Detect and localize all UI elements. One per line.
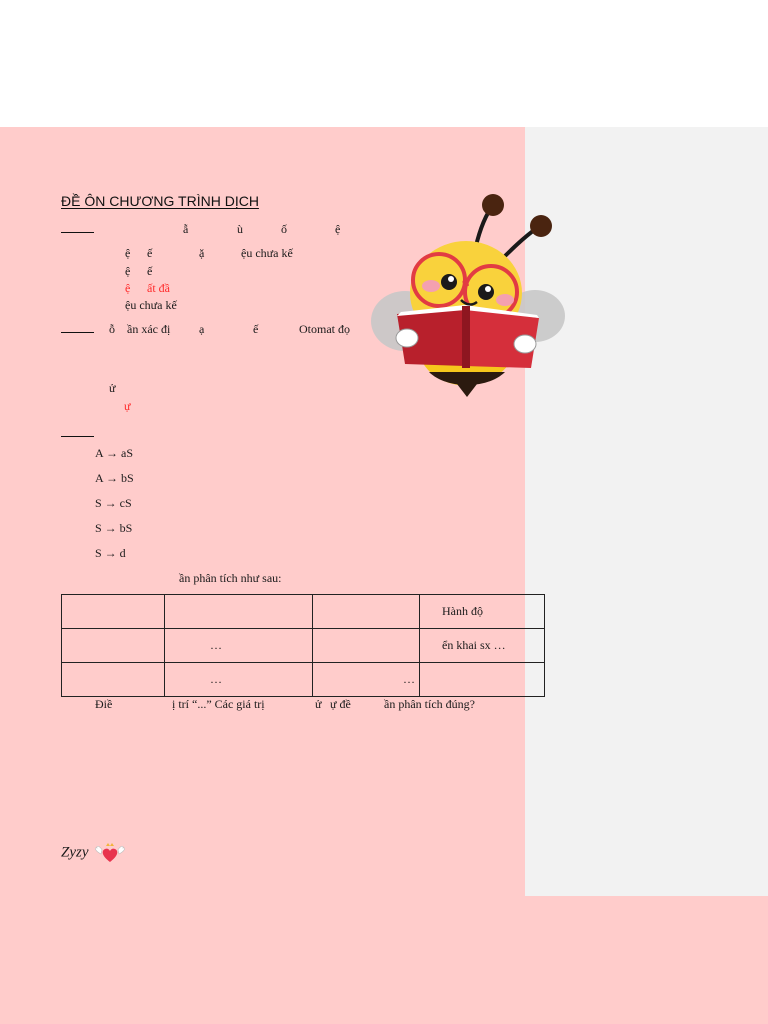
- q2-number-blank: [61, 322, 94, 336]
- q1-option-a: ệ: [125, 246, 131, 260]
- q1-text: ẫ: [183, 222, 189, 236]
- table-cell: …: [165, 663, 313, 697]
- q3-question: ần phân tích đúng?: [384, 697, 475, 711]
- q2-option-correct: ự: [124, 399, 131, 413]
- q1-option-b: ế: [147, 264, 153, 278]
- table-row: [62, 663, 545, 697]
- q1-option-a: ặ: [199, 246, 205, 260]
- table-cell: [62, 595, 165, 629]
- q1-option-a: ế: [147, 246, 153, 260]
- q2-text: Otomat đọ: [299, 322, 350, 336]
- q2-text: ần xác đị: [127, 322, 171, 336]
- q3-question: Điề: [95, 697, 113, 711]
- parse-table: [61, 594, 545, 697]
- grammar-production: A → bS: [95, 471, 134, 485]
- q1-text: ệ: [335, 222, 341, 236]
- table-cell: ển khai sx …: [420, 629, 545, 663]
- signature: [61, 842, 127, 864]
- q2-option: ử: [109, 381, 116, 395]
- table-cell: …: [165, 629, 313, 663]
- q1-text: ù: [237, 222, 243, 236]
- table-cell: …: [313, 663, 420, 697]
- q2-text: ạ: [199, 322, 205, 336]
- table-cell: [313, 595, 420, 629]
- q1-number-blank: [61, 222, 94, 236]
- table-row: [62, 595, 545, 629]
- grammar-production: S → cS: [95, 496, 132, 510]
- q3-question: ị trí “...” Các giá trị: [172, 697, 265, 711]
- document-title: ĐỀ ÔN CHƯƠNG TRÌNH DỊCH: [61, 193, 259, 209]
- table-cell: [420, 663, 545, 697]
- table-cell: [313, 629, 420, 663]
- q2-text: ế: [253, 322, 259, 336]
- q1-option-b: ệ: [125, 264, 131, 278]
- q1-option-c-correct: ất đầ: [147, 281, 170, 295]
- grammar-production: S → d: [95, 546, 126, 560]
- q3-question: ự đề: [330, 697, 351, 711]
- table-cell: Hành độ: [420, 595, 545, 629]
- winged-heart-icon: [93, 842, 127, 864]
- q1-option-d: ệu chưa kế: [125, 298, 177, 312]
- q3-number-blank: [61, 426, 94, 440]
- bee-reading-book-icon: [365, 188, 570, 398]
- table-cell: [62, 663, 165, 697]
- q1-text: ố: [281, 222, 287, 236]
- q1-option-c-correct: ệ: [125, 281, 131, 295]
- table-cell: [165, 595, 313, 629]
- table-cell: [62, 629, 165, 663]
- grammar-production: A → aS: [95, 446, 134, 460]
- table-intro: ần phân tích như sau:: [179, 571, 282, 585]
- q2-text: ỗ: [109, 322, 115, 336]
- grammar-production: S → bS: [95, 521, 133, 535]
- signature-text: Zyzy: [61, 844, 89, 861]
- q1-option-a: ệu chưa kế: [241, 246, 293, 260]
- q3-question: ử: [315, 697, 322, 711]
- table-row: [62, 629, 545, 663]
